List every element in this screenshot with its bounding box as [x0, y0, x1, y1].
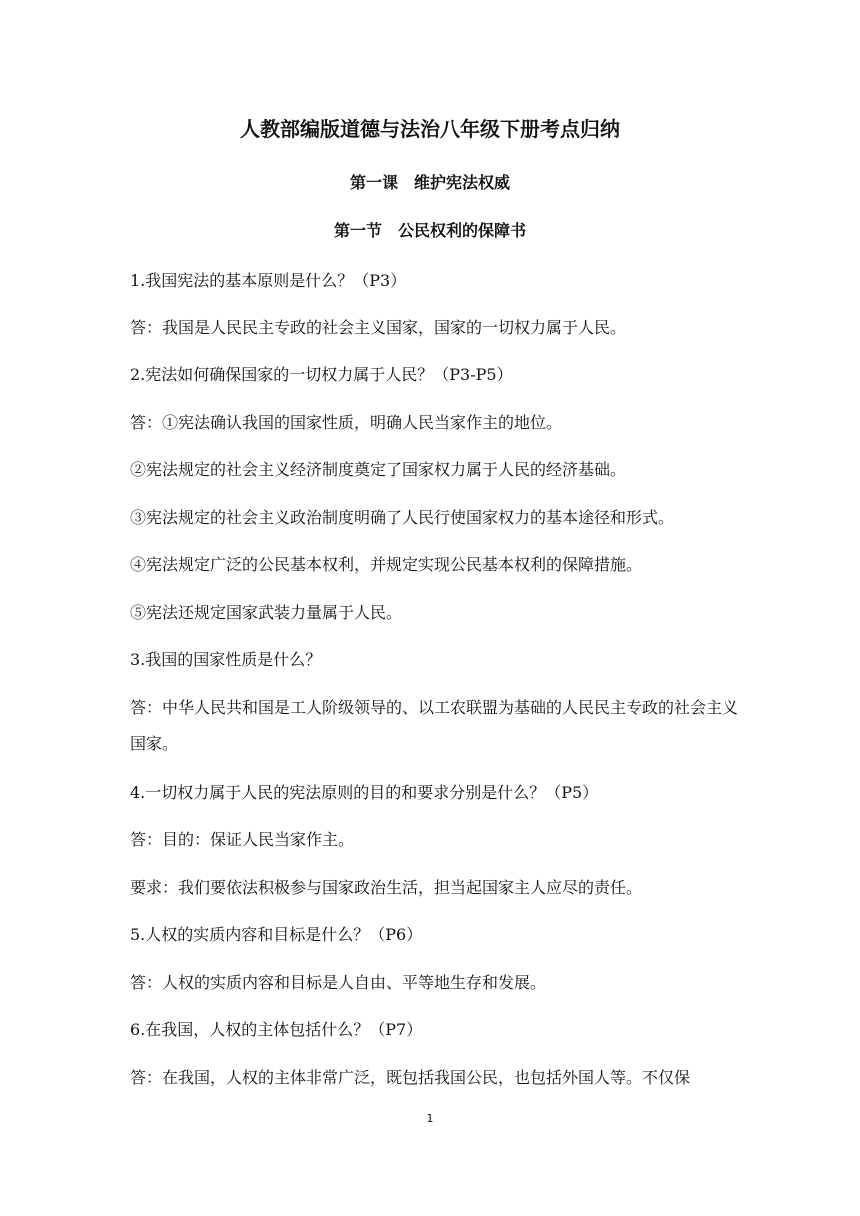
answer-2-point-2: ②宪法规定的社会主义经济制度奠定了国家权力属于人民的经济基础。: [130, 460, 627, 479]
document-title: 人教部编版道德与法治八年级下册考点归纳: [240, 117, 620, 141]
answer-1: 答：我国是人民民主专政的社会主义国家，国家的一切权力属于人民。: [130, 318, 627, 337]
question-3: 3.我国的国家性质是什么？: [130, 650, 322, 669]
question-4: 4.一切权力属于人民的宪法原则的目的和要求分别是什么？（P5）: [130, 783, 599, 802]
answer-3: 答：中华人民共和国是工人阶级领导的、以工农联盟为基础的人民民主专政的社会主义国家。: [130, 698, 739, 753]
section-heading: 第一节 公民权利的保障书: [333, 221, 526, 240]
answer-4-requirement: 要求：我们要依法积极参与国家政治生活，担当起国家主人应尽的责任。: [130, 878, 643, 897]
answer-2-point-4: ④宪法规定广泛的公民基本权利，并规定实现公民基本权利的保障措施。: [130, 555, 643, 574]
answer-5: 答：人权的实质内容和目标是人自由、平等地生存和发展。: [130, 973, 547, 992]
lesson-heading: 第一课 维护宪法权威: [349, 173, 510, 192]
question-5: 5.人权的实质内容和目标是什么？（P6）: [130, 925, 423, 944]
question-2: 2.宪法如何确保国家的一切权力属于人民？（P3-P5）: [130, 365, 513, 384]
answer-2-point-5: ⑤宪法还规定国家武装力量属于人民。: [130, 603, 403, 622]
question-6: 6.在我国，人权的主体包括什么？（P7）: [130, 1020, 423, 1039]
question-1: 1.我国宪法的基本原则是什么？（P3）: [130, 271, 407, 290]
answer-2-point-1: 答：①宪法确认我国的国家性质，明确人民当家作主的地位。: [130, 413, 563, 432]
answer-4-purpose: 答：目的：保证人民当家作主。: [130, 830, 355, 849]
answer-2-point-3: ③宪法规定的社会主义政治制度明确了人民行使国家权力的基本途径和形式。: [130, 508, 675, 527]
answer-6: 答：在我国，人权的主体非常广泛，既包括我国公民，也包括外国人等。不仅保: [130, 1068, 691, 1087]
page-number: 1: [426, 1112, 434, 1125]
